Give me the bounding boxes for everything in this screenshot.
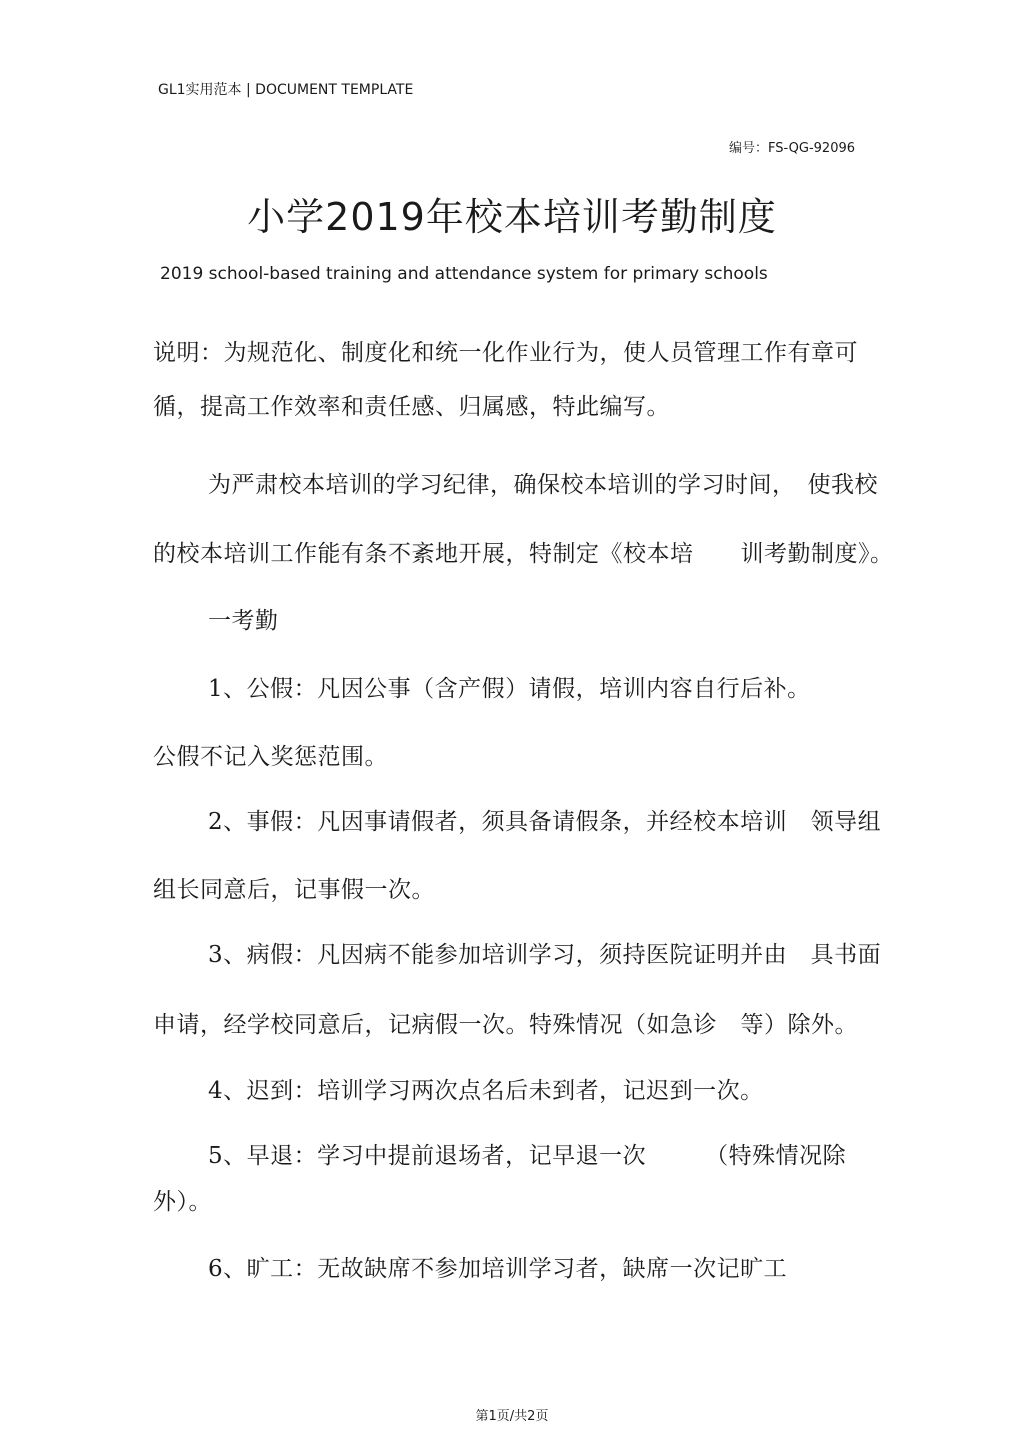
document-number: 编号：FS-QG-92096 bbox=[729, 141, 856, 156]
header-brand: GL1实用范本 | DOCUMENT TEMPLATE bbox=[158, 82, 414, 98]
page-title: 小学2019年校本培训考勤制度 bbox=[247, 195, 777, 239]
item6-line-1: 6、旷工：无故缺席不参加培训学习者，缺席一次记旷工 bbox=[208, 1256, 788, 1282]
item5-line-2: 外）。 bbox=[153, 1189, 212, 1215]
intro-line-2: 循，提高工作效率和责任感、归属感，特此编写。 bbox=[153, 394, 670, 420]
item5-line-1: 5、早退：学习中提前退场者，记早退一次 （特殊情况除 bbox=[208, 1143, 847, 1169]
item2-line-2: 组长同意后，记事假一次。 bbox=[153, 877, 435, 903]
item3-line-1: 3、病假：凡因病不能参加培训学习，须持医院证明并由 具书面 bbox=[208, 942, 882, 968]
item3-line-2: 申请，经学校同意后，记病假一次。特殊情况（如急诊 等）除外。 bbox=[153, 1012, 858, 1038]
page-subtitle: 2019 school-based training and attendance system for primary schools bbox=[160, 264, 768, 284]
item1-line-1: 1、公假：凡因公事（含产假）请假，培训内容自行后补。 bbox=[208, 676, 811, 702]
para1-line-1: 为严肃校本培训的学习纪律，确保校本培训的学习时间， 使我校 bbox=[208, 472, 878, 498]
page-footer: 第1页/共2页 bbox=[475, 1409, 549, 1424]
para1-line-2: 的校本培训工作能有条不紊地开展，特制定《校本培 训考勤制度》。 bbox=[153, 541, 894, 567]
item2-line-1: 2、事假：凡因事请假者，须具备请假条，并经校本培训 领导组 bbox=[208, 809, 882, 835]
section-heading: 一考勤 bbox=[208, 608, 279, 634]
item1-line-2: 公假不记入奖惩范围。 bbox=[153, 744, 388, 770]
intro-line-1: 说明：为规范化、制度化和统一化作业行为，使人员管理工作有章可 bbox=[153, 340, 858, 366]
item4-line-1: 4、迟到：培训学习两次点名后未到者，记迟到一次。 bbox=[208, 1078, 764, 1104]
